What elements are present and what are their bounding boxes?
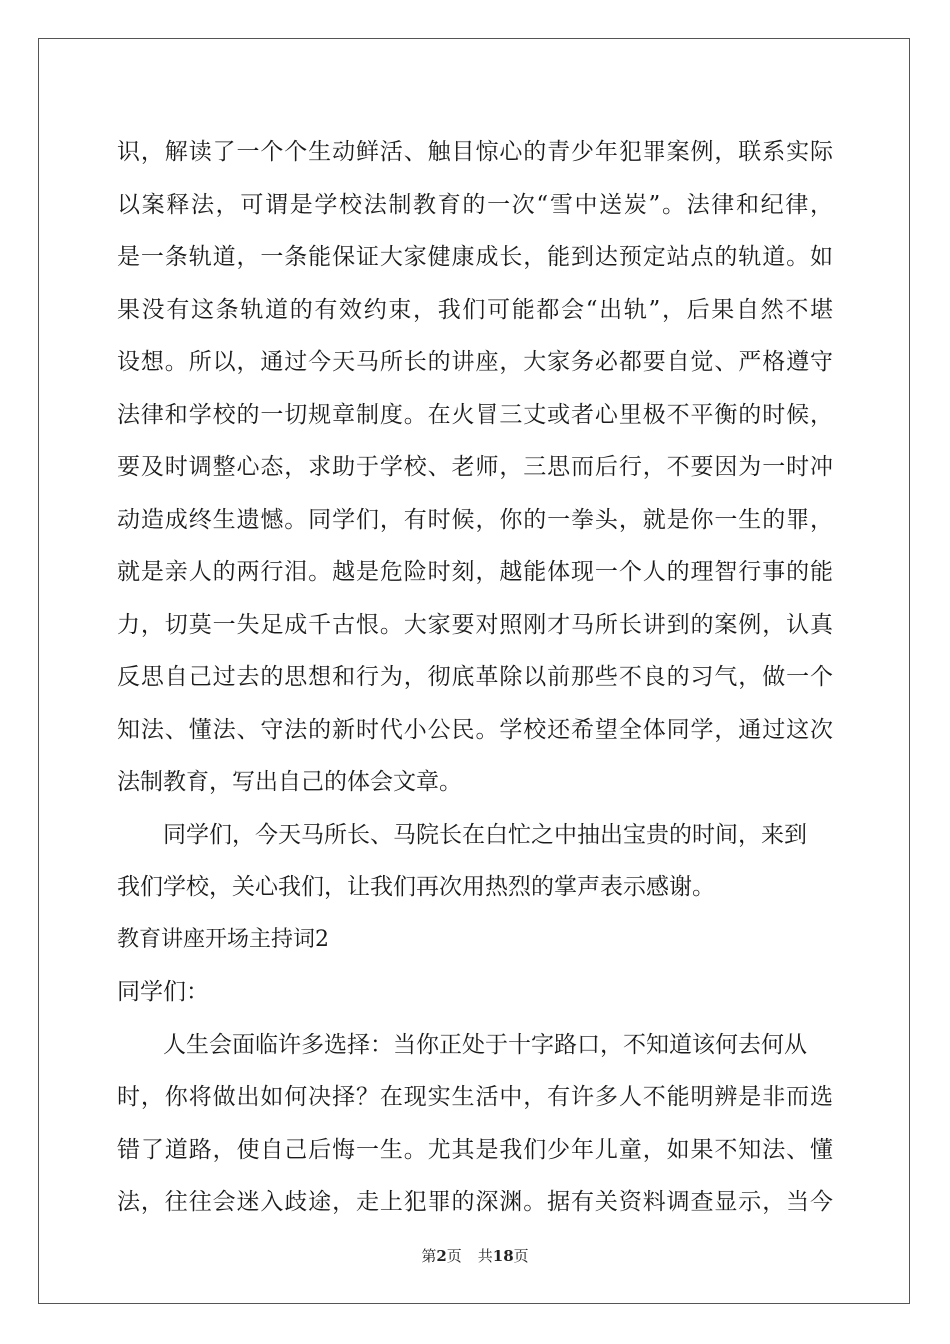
body-line: 识，解读了一个个生动鲜活、触目惊心的青少年犯罪案例，联系实际 xyxy=(117,139,833,165)
paragraph-start-line: 人生会面临许多选择：当你正处于十字路口，不知道该何去何从 xyxy=(163,1031,807,1058)
body-line: 动造成终生遗憾。同学们，有时候，你的一拳头，就是你一生的罪， xyxy=(117,506,833,533)
paragraph-start-line: 同学们，今天马所长、马院长在白忙之中抽出宝贵的时间，来到 xyxy=(163,821,807,848)
salutation: 同学们： xyxy=(117,979,209,1005)
body-line: 法，往往会迷入歧途，走上犯罪的深渊。据有关资料调查显示，当今 xyxy=(117,1189,833,1215)
body-line: 反思自己过去的思想和行为，彻底革除以前那些不良的习气，做一个 xyxy=(117,664,833,690)
body-line: 以案释法，可谓是学校法制教育的一次“雪中送炭”。法律和纪律， xyxy=(117,191,833,218)
body-line: 果没有这条轨道的有效约束，我们可能都会“出轨”，后果自然不堪 xyxy=(117,296,833,323)
body-line: 设想。所以，通过今天马所长的讲座，大家务必都要自觉、严格遵守 xyxy=(117,349,833,375)
body-line: 是一条轨道，一条能保证大家健康成长，能到达预定站点的轨道。如 xyxy=(117,244,833,270)
body-line: 要及时调整心态，求助于学校、老师，三思而后行，不要因为一时冲 xyxy=(117,454,833,480)
document-body xyxy=(117,126,833,1229)
body-line: 就是亲人的两行泪。越是危险时刻，越能体现一个人的理智行事的能 xyxy=(117,559,833,585)
footer-total-prefix: 共 xyxy=(477,1247,493,1265)
body-line: 法制教育，写出自己的体会文章。 xyxy=(117,769,462,795)
footer-total-suffix: 页 xyxy=(513,1247,529,1265)
footer-prefix: 第 xyxy=(421,1247,437,1265)
page-footer xyxy=(0,1246,950,1266)
total-pages-number: 18 xyxy=(492,1247,514,1265)
body-line: 法律和学校的一切规章制度。在火冒三丈或者心里极不平衡的时候， xyxy=(117,401,833,428)
body-line: 错了道路，使自己后悔一生。尤其是我们少年儿童，如果不知法、懂 xyxy=(117,1136,833,1163)
body-line: 我们学校，关心我们，让我们再次用热烈的掌声表示感谢。 xyxy=(117,874,715,900)
body-line: 时，你将做出如何决择？在现实生活中，有许多人不能明辨是非而选 xyxy=(117,1084,833,1110)
body-line: 知法、懂法、守法的新时代小公民。学校还希望全体同学，通过这次 xyxy=(117,716,833,743)
current-page-number: 2 xyxy=(436,1247,447,1265)
footer-page-suffix: 页 xyxy=(446,1247,462,1265)
body-line: 力，切莫一失足成千古恨。大家要对照刚才马所长讲到的案例，认真 xyxy=(117,611,833,638)
section-heading: 教育讲座开场主持词2 xyxy=(117,926,329,952)
